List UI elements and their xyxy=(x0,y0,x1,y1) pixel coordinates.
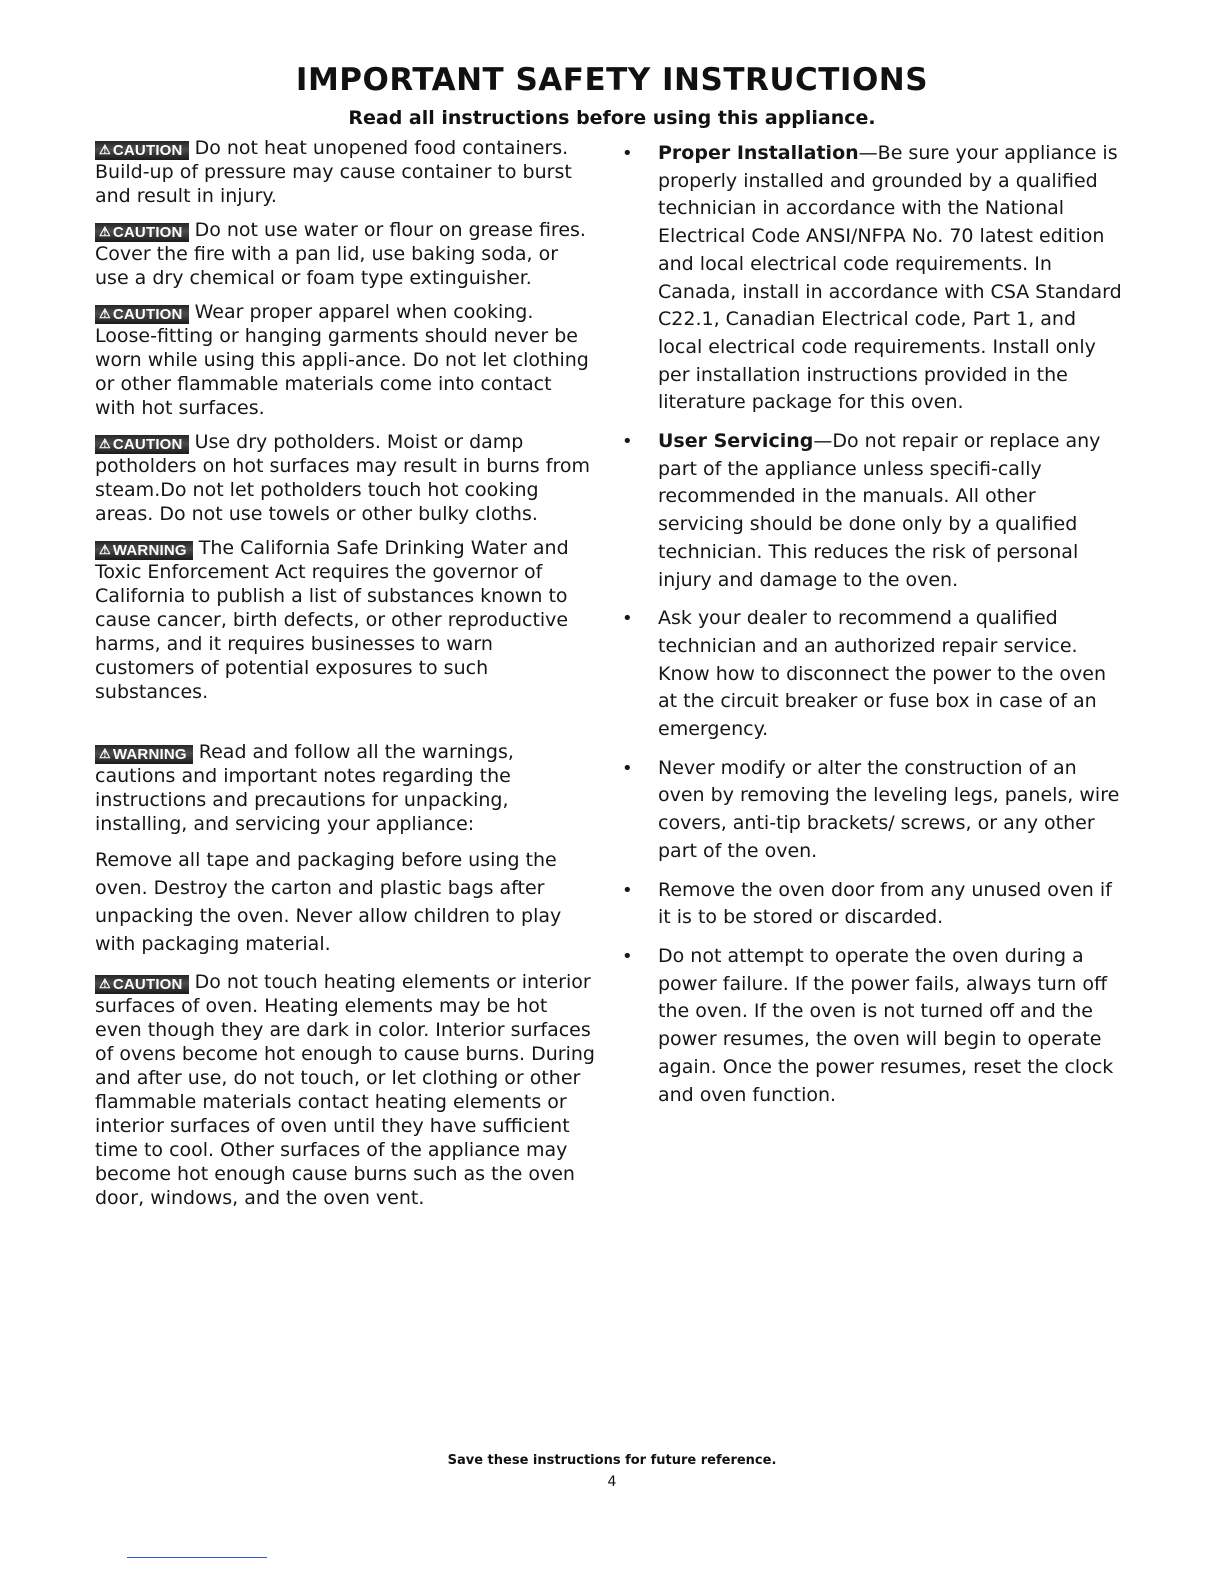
bullet-dot: • xyxy=(622,431,633,453)
warning-triangle-icon: ⚠ xyxy=(99,542,111,557)
warning-badge: ⚠ WARNING xyxy=(95,541,193,560)
page-number: 4 xyxy=(607,1474,617,1490)
warning-text: Read and follow all the warnings, cautions and important notes regarding the instructions and precautions for unpacking, installing, and servicing your appliance: xyxy=(95,741,514,835)
warning-triangle-icon: ⚠ xyxy=(99,306,111,321)
item-lead: Proper Installation xyxy=(658,142,859,164)
item-text: —Be sure your appliance is properly installed and grounded by a qualified technician in accordance with the National Electrical Code ANSI/NFPA No. 70 latest edition and local electrical code requirements. In Canada, install in accordance with CSA Standard C22.1, Canadian Electrical code, Part 1, and local electrical code requirements. Install only per installation instructions provided in the literature package for this oven. xyxy=(658,142,1122,414)
packaging-paragraph: Remove all tape and packaging before using the oven. Destroy the carton and plastic bags after unpacking the oven. Never allow children to play with packaging material. xyxy=(95,849,562,955)
list-item xyxy=(622,943,1122,1109)
item-lead: User Servicing xyxy=(658,430,814,453)
caution-badge: ⚠ CAUTION xyxy=(95,305,189,324)
caution-badge: ⚠ CAUTION xyxy=(95,223,189,242)
list-item xyxy=(622,605,1122,744)
warning-item xyxy=(95,536,595,704)
bullet-dot: • xyxy=(622,143,633,164)
warning-triangle-icon: ⚠ xyxy=(99,142,111,157)
bullet-dot: • xyxy=(622,757,633,779)
caution-text: Do not heat unopened food containers. Build-up of pressure may cause container to burst and result in injury. xyxy=(95,137,572,207)
list-item xyxy=(622,140,1122,417)
warning-triangle-icon: ⚠ xyxy=(99,746,111,761)
bullet-dot: • xyxy=(622,608,633,630)
item-text: Never modify or alter the construction of an oven by removing the leveling legs, panels, wire covers, anti-tip brackets/ screws, or any other part of the oven. xyxy=(658,756,1120,862)
warning-triangle-icon: ⚠ xyxy=(99,224,111,239)
warning-text: The California Safe Drinking Water and Toxic Enforcement Act requires the governor of California to publish a list of substances known to cause cancer, birth defects, or other reproductive harms, and it requires businesses to warn customers of potential exposures to such substances. xyxy=(95,537,569,703)
caution-item xyxy=(95,218,595,290)
item-text: Remove the oven door from any unused oven if it is to be stored or discarded. xyxy=(658,878,1112,929)
warning-triangle-icon: ⚠ xyxy=(99,976,111,991)
item-text: Do not attempt to operate the oven during a power failure. If the power fails, always turn off the oven. If the oven is not turned off and the power resumes, the oven will begin to operate again. Once the power resumes, reset the clock and oven function. xyxy=(658,944,1114,1106)
caution-item xyxy=(95,136,595,208)
caution-item xyxy=(95,970,595,1210)
bullet-dot: • xyxy=(622,945,633,967)
caution-text: Wear proper apparel when cooking. Loose-fitting or hanging garments should never be worn while using this appli-ance. Do not let clothing or other flammable materials come into contact with hot surfaces. xyxy=(95,301,589,419)
left-column xyxy=(95,136,595,1220)
warning-badge: ⚠ WARNING xyxy=(95,745,193,764)
right-column xyxy=(622,140,1122,1120)
caution-badge: ⚠ CAUTION xyxy=(95,141,189,160)
page-subtitle: Read all instructions before using this appliance. xyxy=(348,107,876,129)
caution-text: Do not touch heating elements or interior surfaces of oven. Heating elements may be hot even though they are dark in color. Interior surfaces of ovens become hot enough to cause burns. During and after use, do not touch, or let clothing or other flammable materials contact heating elements or interior surfaces of oven until they have sufficient time to cool. Other surfaces of the appliance may become hot enough cause burns such as the oven door, windows, and the oven vent. xyxy=(95,971,595,1209)
bullet-dot: • xyxy=(622,879,633,901)
item-text: Ask your dealer to recommend a qualified technician and an authorized repair service. Know how to disconnect the power to the oven at the circuit breaker or fuse box in case of an emergency. xyxy=(658,607,1107,741)
caution-item xyxy=(95,300,595,420)
list-item xyxy=(622,877,1122,932)
caution-item xyxy=(95,430,595,526)
list-item xyxy=(622,428,1122,594)
warning-triangle-icon: ⚠ xyxy=(99,436,111,451)
caution-text: Use dry potholders. Moist or damp potholders on hot surfaces may result in burns from steam.Do not let potholders touch hot cooking areas. Do not use towels or other bulky cloths. xyxy=(95,431,590,525)
bottom-rule xyxy=(127,1557,267,1558)
caution-badge: ⚠ CAUTION xyxy=(95,975,189,994)
caution-text: Do not use water or flour on grease fires. Cover the fire with a pan lid, use baking soda, or use a dry chemical or foam type extinguisher. xyxy=(95,219,586,289)
warning-item xyxy=(95,740,595,836)
list-item xyxy=(622,755,1122,866)
caution-badge: ⚠ CAUTION xyxy=(95,435,189,454)
footer-note: Save these instructions for future reference. xyxy=(447,1453,777,1468)
page-title: IMPORTANT SAFETY INSTRUCTIONS xyxy=(295,62,929,98)
item-text: —Do not repair or replace any part of the appliance unless specifi-cally recommended in the manuals. All other servicing should be done only by a qualified technician. This reduces the risk of personal injury and damage to the oven. xyxy=(658,430,1101,591)
